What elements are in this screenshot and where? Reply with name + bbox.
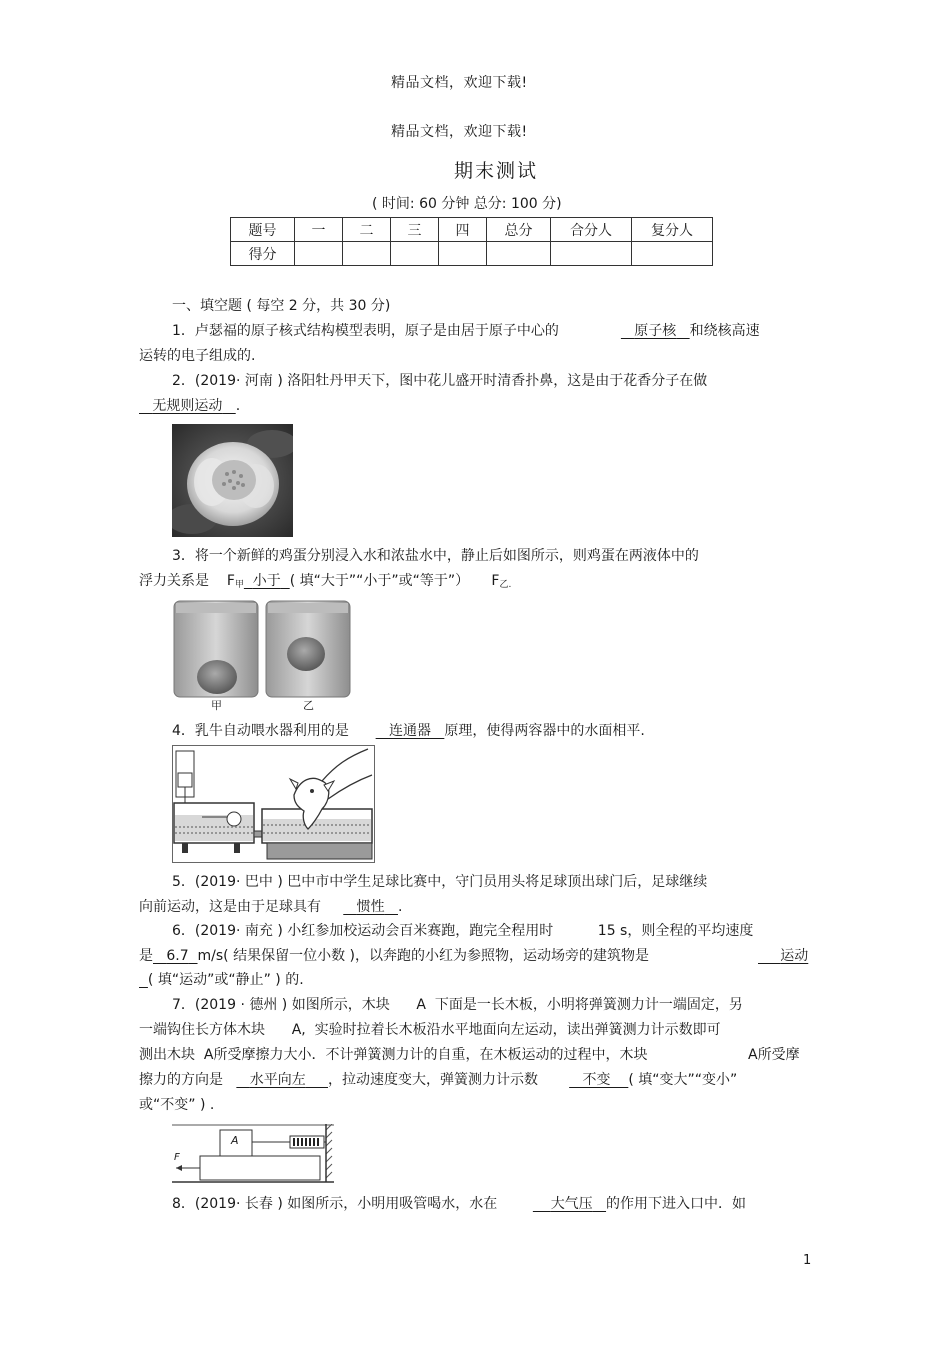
- question-1-line-1: [172, 321, 760, 341]
- force-label-F: F: [174, 1152, 180, 1163]
- answer-blank: [343, 899, 398, 915]
- question-text: 擦力的方向是: [139, 1072, 223, 1088]
- question-3-line-1: 3．将一个新鲜的鸡蛋分别浸入水和浓盐水中，静止后如图所示，则鸡蛋在两液体中的: [172, 548, 699, 564]
- question-5-line-2: [139, 897, 402, 917]
- force-symbol: F: [226, 573, 235, 589]
- answer-text: 原子核: [634, 323, 677, 339]
- page-number: 1: [803, 1253, 812, 1268]
- peony-flower-drawing: [172, 424, 293, 537]
- question-7-line-5: 或“不变” ) .: [139, 1097, 215, 1113]
- answer-blank: [244, 573, 290, 589]
- question-7-line-3: [139, 1045, 647, 1065]
- beaker-label-jia: 甲: [211, 699, 222, 712]
- answer-text: 小于: [252, 573, 281, 589]
- answer-blank: [153, 948, 198, 964]
- question-6-line-1: [172, 921, 753, 941]
- question-text: 8．(2019· 长春 ) 如图所示，小明用吸管喝水，水在: [172, 1196, 498, 1212]
- answer-text: 不变: [582, 1072, 611, 1088]
- watermark-header-2: 精品文档，欢迎下载!: [391, 124, 528, 140]
- table-cell: 一: [295, 218, 343, 242]
- table-cell: [487, 242, 551, 266]
- answer-text: 大气压: [550, 1196, 593, 1212]
- question-text: 7．(2019 · 德州 ) 如图所示，木块: [172, 997, 390, 1013]
- answer-blank: [139, 398, 236, 414]
- question-7-line-2: [139, 1020, 721, 1040]
- table-cell: 三: [391, 218, 439, 242]
- question-text: ，拉动速度变大，弹簧测力计示数: [327, 1072, 538, 1088]
- force-subscript: 乙.: [499, 580, 512, 590]
- watermark-header-1: 精品文档，欢迎下载!: [391, 75, 528, 91]
- question-text: ( 填“变大”“变小”: [628, 1072, 738, 1088]
- answer-text: 连通器: [388, 723, 431, 739]
- table-cell: [632, 242, 713, 266]
- question-text: 原理，使得两容器中的水面相平.: [444, 723, 645, 739]
- question-6-line-2: [139, 946, 649, 966]
- answer-blank: [376, 723, 445, 739]
- force-symbol: F: [491, 573, 500, 589]
- question-text: 是: [139, 948, 153, 964]
- question-7-line-4: [139, 1070, 737, 1090]
- question-text: ( 填“运动”或“静止” ) 的.: [147, 972, 304, 988]
- question-text: .: [397, 899, 403, 915]
- question-6-answer-2: [758, 946, 808, 966]
- question-text: 所受摩擦力大小．不计弹簧测力计的自重，在木板运动的过程中，木块: [213, 1047, 648, 1063]
- time-value: 15 s: [597, 923, 628, 939]
- question-7-line-1: [172, 995, 743, 1015]
- question-text: 向前运动，这是由于足球具有: [139, 899, 321, 915]
- page-title: 期末测试: [454, 160, 539, 182]
- beaker-label-yi: 乙: [303, 699, 314, 712]
- answer-blank: [139, 972, 148, 988]
- answer-text: 水平向左: [249, 1072, 306, 1088]
- question-3-line-2: [139, 571, 511, 595]
- answer-text: 6.7: [166, 948, 189, 964]
- answer-text: 运动: [780, 948, 809, 964]
- table-cell: [439, 242, 487, 266]
- variable-A: A: [748, 1047, 758, 1063]
- answer-text: 惯性: [356, 899, 385, 915]
- table-cell: 题号: [231, 218, 295, 242]
- table-cell: [295, 242, 343, 266]
- question-7-line-3-end: [748, 1045, 800, 1065]
- variable-A: A,: [291, 1022, 306, 1038]
- question-text: 4．乳牛自动喂水器利用的是: [172, 723, 349, 739]
- question-text: ，则全程的平均速度: [627, 923, 754, 939]
- table-cell: 得分: [231, 242, 295, 266]
- cow-water-feeder-figure: [172, 745, 375, 863]
- table-cell: [551, 242, 632, 266]
- friction-experiment-figure: [172, 1124, 334, 1184]
- variable-A: A: [203, 1047, 214, 1063]
- question-6-line-3: [139, 970, 304, 990]
- question-2-line-1: 2．(2019· 河南 ) 洛阳牡丹甲天下，图中花儿盛开时清香扑鼻，这是由于花香分子在做: [172, 373, 708, 389]
- question-text: 一端钩住长方体木块: [139, 1022, 265, 1038]
- egg-beakers-figure: [172, 599, 352, 713]
- question-text: 浮力关系是: [139, 573, 209, 589]
- question-text: 下面是一长木板，小明将弹簧测力计一端固定，另: [434, 997, 743, 1013]
- answer-blank: [236, 1072, 328, 1088]
- section-heading: 一、填空题 ( 每空 2 分，共 30 分): [172, 298, 391, 314]
- table-cell: 复分人: [632, 218, 713, 242]
- egg-beakers-drawing: [172, 599, 352, 713]
- answer-text: 无规则运动: [152, 398, 223, 414]
- question-text: 和绕核高速: [689, 323, 760, 339]
- question-text: .: [235, 398, 241, 414]
- question-text: 实验时拉着长木板沿水平地面向左运动，读出弹簧测力计示数即可: [314, 1022, 721, 1038]
- table-cell: 合分人: [551, 218, 632, 242]
- question-text: 所受摩: [757, 1047, 800, 1063]
- score-table: [230, 217, 713, 266]
- variable-A: A: [416, 997, 426, 1013]
- block-label-A: A: [231, 1134, 239, 1147]
- question-text: m/s( 结果保留一位小数 )，以奔跑的小红为参照物，运动场旁的建筑物是: [197, 948, 650, 964]
- answer-blank: [533, 1196, 606, 1212]
- answer-blank: [569, 1072, 628, 1088]
- time-info: ( 时间: 60 分钟 总分: 100 分): [372, 196, 562, 212]
- question-text: 6．(2019· 南充 ) 小红参加校运动会百米赛跑，跑完全程用时: [172, 923, 554, 939]
- question-8: [172, 1194, 746, 1214]
- question-2-line-2: [139, 396, 240, 416]
- question-text: ( 填“大于”“小于”或“等于”）: [289, 573, 470, 589]
- question-1-line-2: 运转的电子组成的.: [139, 348, 256, 364]
- question-text: 的作用下进入口中．如: [606, 1196, 747, 1212]
- question-text: 测出木块: [139, 1047, 195, 1063]
- answer-blank: [758, 948, 808, 964]
- answer-blank: [621, 323, 690, 339]
- table-cell: [391, 242, 439, 266]
- table-cell: 四: [439, 218, 487, 242]
- table-cell: [343, 242, 391, 266]
- cow-water-feeder-drawing: [172, 745, 375, 863]
- table-cell: 总分: [487, 218, 551, 242]
- question-text: 1．卢瑟福的原子核式结构模型表明，原子是由居于原子中心的: [172, 323, 559, 339]
- score-table-score-row: [231, 242, 713, 266]
- question-4: [172, 721, 645, 741]
- question-5-line-1: 5．(2019· 巴中 ) 巴中市中学生足球比赛中，守门员用头将足球顶出球门后，足球继续: [172, 874, 708, 890]
- peony-flower-image: [172, 424, 293, 537]
- table-cell: 二: [343, 218, 391, 242]
- force-subscript: 甲: [234, 580, 244, 590]
- friction-experiment-drawing: [172, 1124, 334, 1184]
- score-table-header-row: [231, 218, 713, 242]
